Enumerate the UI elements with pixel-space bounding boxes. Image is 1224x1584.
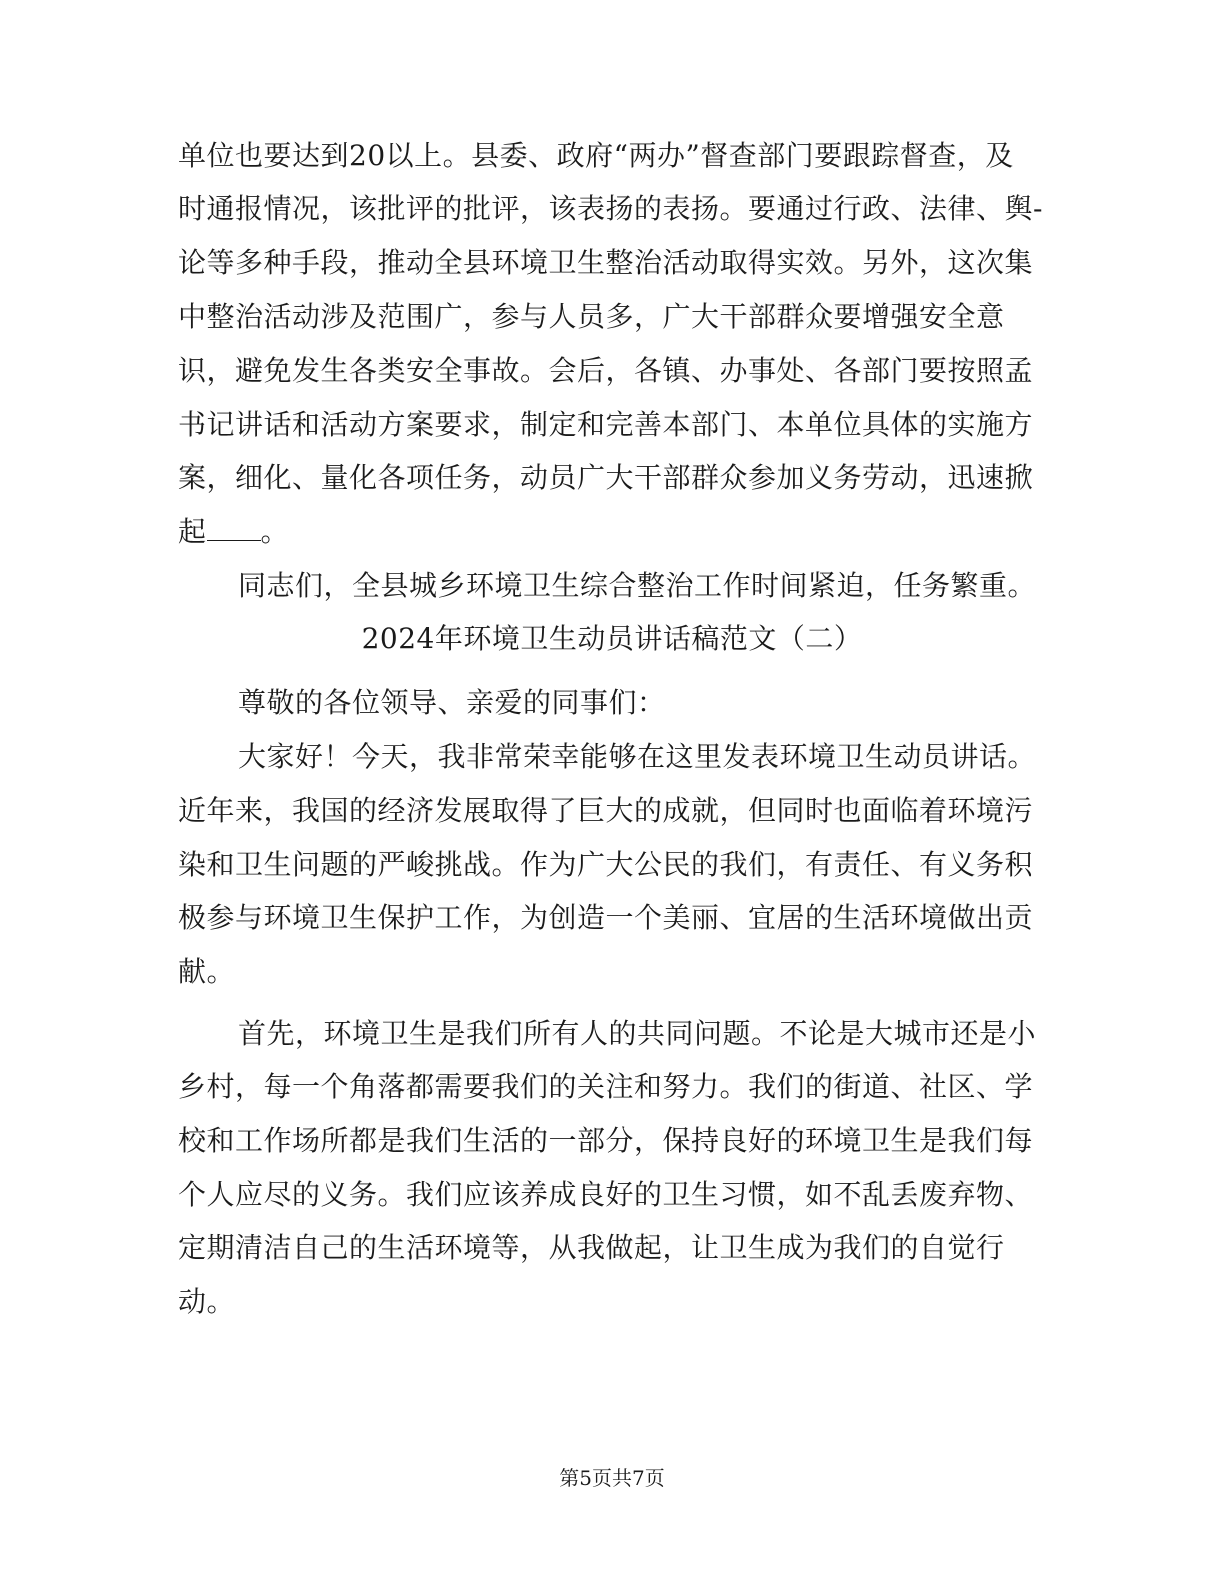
paragraph-2-line: 个人应尽的义务。我们应该养成良好的卫生习惯，如不乱丢废弃物、 xyxy=(178,1178,1034,1211)
body-line: 识，避免发生各类安全事故。会后，各镇、办事处、各部门要按照孟 xyxy=(178,354,1034,387)
body-line: 时通报情况，该批评的批评，该表扬的表扬。要通过行政、法律、舆- xyxy=(178,192,1043,225)
body-line: 书记讲话和活动方案要求，制定和完善本部门、本单位具体的实施方 xyxy=(178,408,1034,441)
paragraph-1-line: 染和卫生问题的严峻挑战。作为广大公民的我们，有责任、有义务积 xyxy=(178,848,1034,881)
paragraph-2-line: 校和工作场所都是我们生活的一部分，保持良好的环境卫生是我们每 xyxy=(178,1124,1034,1157)
body-line: 单位也要达到20以上。县委、政府“两办”督查部门要跟踪督查，及 xyxy=(178,139,1014,172)
page-number-footer: 第5页共7页 xyxy=(559,1466,665,1490)
body-line-prefix: 起 xyxy=(178,515,207,548)
body-line-with-blank xyxy=(178,512,289,552)
paragraph-1-line: 献。 xyxy=(178,955,236,988)
paragraph-2-line: 乡村，每一个角落都需要我们的关注和努力。我们的街道、社区、学 xyxy=(178,1070,1034,1103)
body-line-suffix: 。 xyxy=(260,515,290,548)
fill-in-blank xyxy=(207,514,261,541)
closing-line: 同志们，全县城乡环境卫生综合整治工作时间紧迫，任务繁重。 xyxy=(238,569,1037,602)
body-line: 案，细化、量化各项任务，动员广大干部群众参加义务劳动，迅速掀 xyxy=(178,461,1034,494)
salutation: 尊敬的各位领导、亲爱的同事们： xyxy=(238,686,666,719)
paragraph-1-line: 近年来，我国的经济发展取得了巨大的成就，但同时也面临着环境污 xyxy=(178,794,1034,827)
body-line: 论等多种手段，推动全县环境卫生整治活动取得实效。另外，这次集 xyxy=(178,246,1034,279)
paragraph-2-line: 首先，环境卫生是我们所有人的共同问题。不论是大城市还是小 xyxy=(238,1017,1037,1050)
section-title: 2024年环境卫生动员讲话稿范文（二） xyxy=(361,622,863,655)
paragraph-2-line: 定期清洁自己的生活环境等，从我做起，让卫生成为我们的自觉行 xyxy=(178,1231,1005,1264)
paragraph-1-line: 极参与环境卫生保护工作，为创造一个美丽、宜居的生活环境做出贡 xyxy=(178,901,1034,934)
paragraph-2-line: 动。 xyxy=(178,1285,236,1318)
body-line: 中整治活动涉及范围广，参与人员多，广大干部群众要增强安全意 xyxy=(178,300,1005,333)
paragraph-1-line: 大家好！今天，我非常荣幸能够在这里发表环境卫生动员讲话。 xyxy=(238,740,1037,773)
